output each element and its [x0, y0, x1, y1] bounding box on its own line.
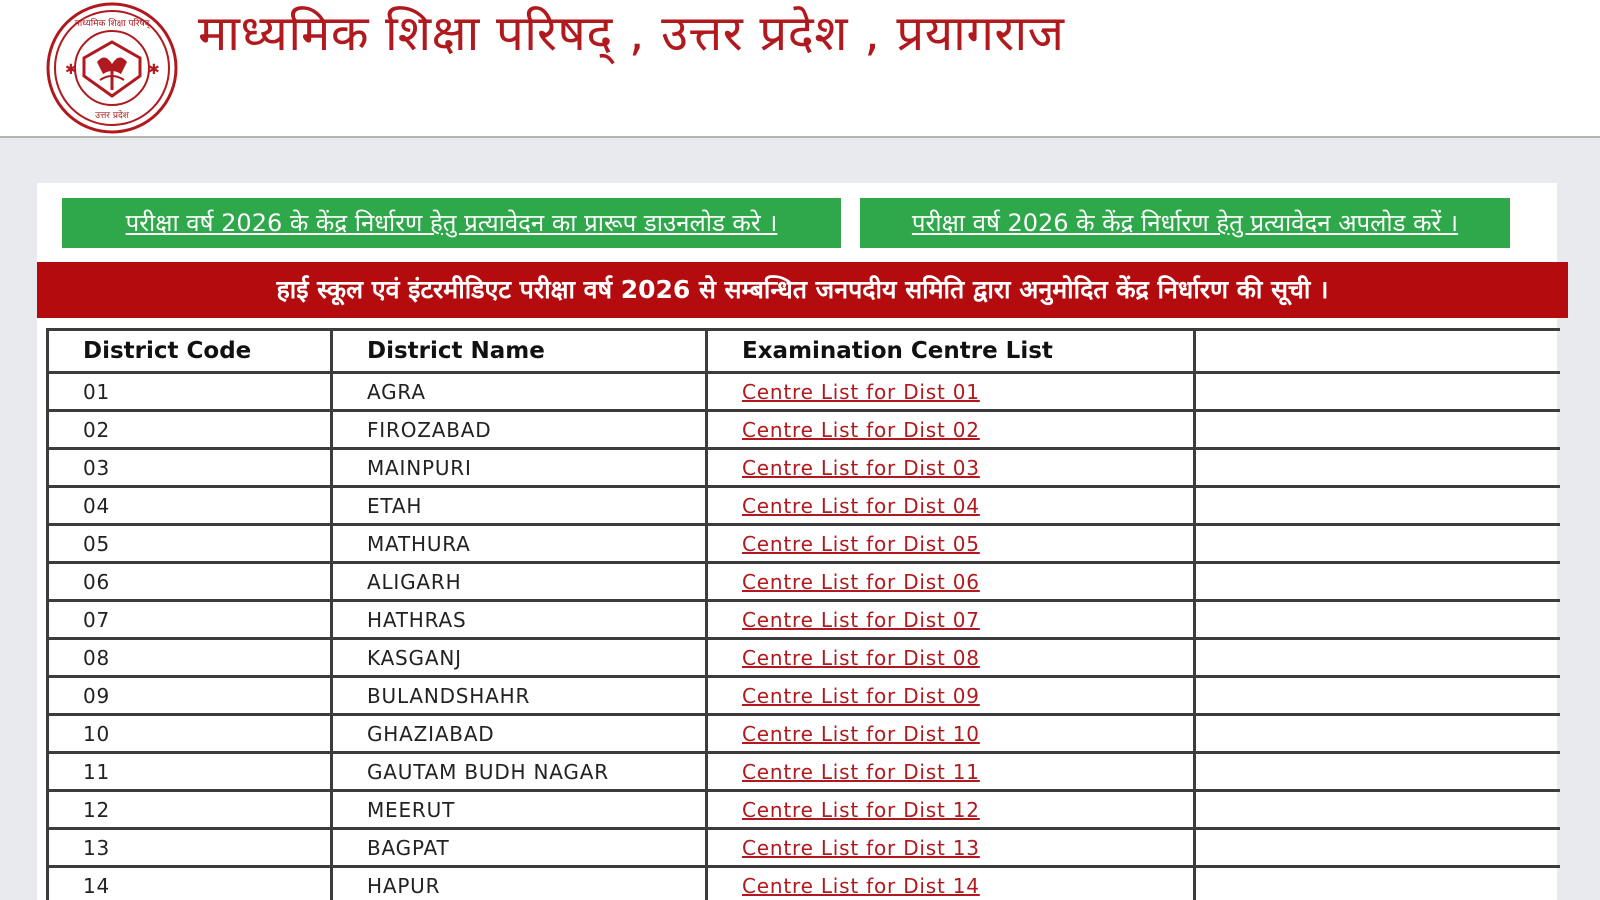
site-title: माध्यमिक शिक्षा परिषद् , उत्तर प्रदेश , प्रयागराज [198, 5, 1065, 62]
centre-list-link[interactable]: Centre List for Dist 12 [742, 797, 980, 822]
table-header-row [48, 330, 1561, 373]
table-row [48, 411, 1561, 449]
centre-list-cell [707, 449, 1195, 487]
header-district-name: District Name [332, 330, 707, 373]
table-row [48, 867, 1561, 900]
district-name-cell: ALIGARH [332, 563, 707, 601]
district-code-cell: 03 [48, 449, 332, 487]
empty-cell [1195, 639, 1561, 677]
table-row [48, 563, 1561, 601]
district-table-container [46, 328, 1560, 900]
centre-list-cell [707, 677, 1195, 715]
centre-list-cell [707, 601, 1195, 639]
centre-list-link[interactable]: Centre List for Dist 02 [742, 417, 980, 442]
upload-representation-button[interactable]: परीक्षा वर्ष 2026 के केंद्र निर्धारण हेतु प्रत्यावेदन अपलोड करें । [860, 198, 1510, 248]
centre-list-link[interactable]: Centre List for Dist 06 [742, 569, 980, 594]
district-name-cell: BAGPAT [332, 829, 707, 867]
district-name-cell: FIROZABAD [332, 411, 707, 449]
district-name-cell: KASGANJ [332, 639, 707, 677]
centre-list-cell [707, 525, 1195, 563]
empty-cell [1195, 525, 1561, 563]
table-row [48, 753, 1561, 791]
centre-list-link[interactable]: Centre List for Dist 13 [742, 835, 980, 860]
district-name-cell: HATHRAS [332, 601, 707, 639]
empty-cell [1195, 373, 1561, 411]
centre-list-link[interactable]: Centre List for Dist 08 [742, 645, 980, 670]
table-row [48, 487, 1561, 525]
centre-list-cell [707, 715, 1195, 753]
download-format-button[interactable]: परीक्षा वर्ष 2026 के केंद्र निर्धारण हेतु प्रत्यावेदन का प्रारूप डाउनलोड करे । [62, 198, 841, 248]
table-row [48, 601, 1561, 639]
table-row [48, 639, 1561, 677]
district-code-cell: 11 [48, 753, 332, 791]
district-name-cell: AGRA [332, 373, 707, 411]
district-name-cell: HAPUR [332, 867, 707, 900]
empty-cell [1195, 867, 1561, 900]
logo-text-top: माध्यमिक शिक्षा परिषद् [74, 19, 150, 29]
district-code-cell: 04 [48, 487, 332, 525]
district-name-cell: MEERUT [332, 791, 707, 829]
district-code-cell: 05 [48, 525, 332, 563]
header-district-code: District Code [48, 330, 332, 373]
centre-list-banner: हाई स्कूल एवं इंटरमीडिएट परीक्षा वर्ष 2026 से सम्बन्धित जनपदीय समिति द्वारा अनुमोदित केंद्र निर्धारण की सूची । [37, 262, 1568, 318]
district-code-cell: 01 [48, 373, 332, 411]
centre-list-cell [707, 373, 1195, 411]
district-code-cell: 09 [48, 677, 332, 715]
centre-list-cell [707, 867, 1195, 900]
header-empty [1195, 330, 1561, 373]
table-row [48, 715, 1561, 753]
district-code-cell: 13 [48, 829, 332, 867]
svg-text:✱: ✱ [148, 62, 160, 78]
empty-cell [1195, 411, 1561, 449]
empty-cell [1195, 487, 1561, 525]
empty-cell [1195, 791, 1561, 829]
centre-list-link[interactable]: Centre List for Dist 01 [742, 379, 980, 404]
centre-list-link[interactable]: Centre List for Dist 05 [742, 531, 980, 556]
table-row [48, 829, 1561, 867]
district-code-cell: 10 [48, 715, 332, 753]
logo-text-bottom: उत्तर प्रदेश [95, 111, 129, 121]
empty-cell [1195, 449, 1561, 487]
district-name-cell: ETAH [332, 487, 707, 525]
district-name-cell: MAINPURI [332, 449, 707, 487]
table-row [48, 791, 1561, 829]
centre-list-cell [707, 639, 1195, 677]
district-name-cell: MATHURA [332, 525, 707, 563]
empty-cell [1195, 715, 1561, 753]
district-code-cell: 06 [48, 563, 332, 601]
centre-list-link[interactable]: Centre List for Dist 11 [742, 759, 980, 784]
table-row [48, 525, 1561, 563]
table-row [48, 373, 1561, 411]
district-name-cell: BULANDSHAHR [332, 677, 707, 715]
centre-list-link[interactable]: Centre List for Dist 14 [742, 873, 980, 898]
district-centre-table [46, 328, 1560, 900]
empty-cell [1195, 753, 1561, 791]
district-code-cell: 12 [48, 791, 332, 829]
svg-text:✱: ✱ [65, 62, 77, 78]
centre-list-cell [707, 563, 1195, 601]
site-header [0, 0, 1600, 138]
empty-cell [1195, 677, 1561, 715]
centre-list-cell [707, 753, 1195, 791]
centre-list-link[interactable]: Centre List for Dist 03 [742, 455, 980, 480]
centre-list-link[interactable]: Centre List for Dist 10 [742, 721, 980, 746]
centre-list-link[interactable]: Centre List for Dist 07 [742, 607, 980, 632]
centre-list-cell [707, 791, 1195, 829]
centre-list-link[interactable]: Centre List for Dist 09 [742, 683, 980, 708]
up-government-logo [45, 2, 179, 134]
centre-list-cell [707, 411, 1195, 449]
centre-list-link[interactable]: Centre List for Dist 04 [742, 493, 980, 518]
header-exam-centre-list: Examination Centre List [707, 330, 1195, 373]
district-name-cell: GHAZIABAD [332, 715, 707, 753]
district-code-cell: 02 [48, 411, 332, 449]
empty-cell [1195, 829, 1561, 867]
district-name-cell: GAUTAM BUDH NAGAR [332, 753, 707, 791]
district-code-cell: 08 [48, 639, 332, 677]
district-code-cell: 07 [48, 601, 332, 639]
district-code-cell: 14 [48, 867, 332, 900]
centre-list-cell [707, 829, 1195, 867]
table-row [48, 449, 1561, 487]
table-row [48, 677, 1561, 715]
empty-cell [1195, 601, 1561, 639]
table-body [48, 373, 1561, 900]
centre-list-cell [707, 487, 1195, 525]
empty-cell [1195, 563, 1561, 601]
